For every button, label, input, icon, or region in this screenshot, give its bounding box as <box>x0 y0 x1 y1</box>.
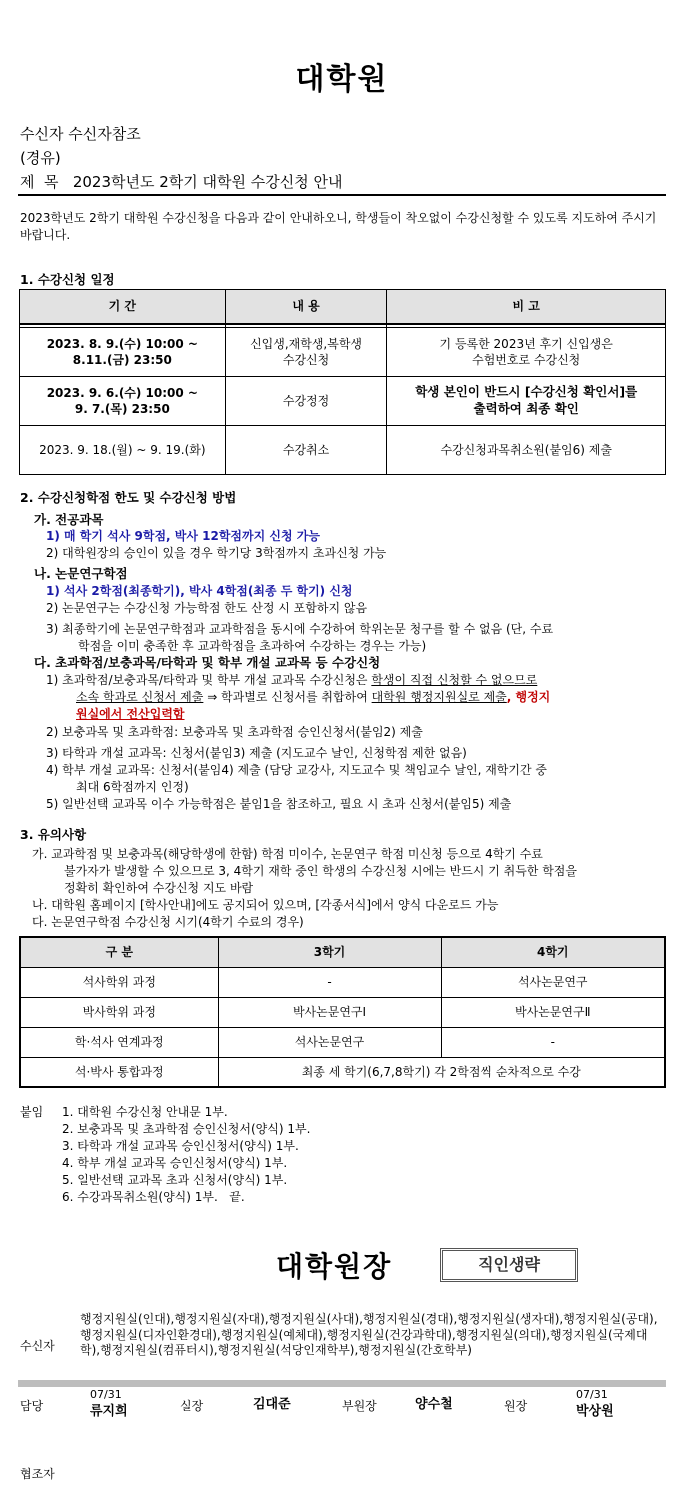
c1-text-c: 소속 학과로 신청서 제출 <box>76 690 204 704</box>
attachment-item: 4. 학부 개설 교과목 승인신청서(양식) 1부. <box>62 1156 288 1170</box>
section2-c5: 5) 일반선택 교과목 이수 가능학점은 붙임1을 참조하고, 필요 시 초과 신청서(붙임5) 제출 <box>46 797 512 811</box>
attachment-item: 1. 대학원 수강신청 안내문 1부. <box>62 1105 228 1119</box>
schedule-table <box>19 289 666 475</box>
table-cell: 석사논문연구 <box>218 1027 441 1057</box>
approval-vice-label: 부원장 <box>342 1399 377 1413</box>
table-cell: 석·박사 통합과정 <box>20 1057 218 1087</box>
content-line: 신입생,재학생,복학생 <box>250 336 363 351</box>
section2-c2: 2) 보충과목 및 초과학점: 보충과목 및 초과학점 승인신청서(붙임2) 제출 <box>46 725 423 739</box>
approval-chief-name: 김대준 <box>253 1397 291 1412</box>
approval-chief-label: 실장 <box>180 1399 204 1413</box>
section2-c1-line2 <box>76 689 656 705</box>
recipient-line: 수신자 수신자참조 <box>20 125 141 143</box>
section2-c1-line3 <box>76 706 376 722</box>
period-line: 9. 7.(목) 23:50 <box>74 402 170 416</box>
section2-c4-line1: 4) 학부 개설 교과목: 신청서(붙임4) 제출 (담당 교강사, 지도교수 및 책임교수 날인, 재학기간 중 <box>46 763 547 777</box>
approval-dean-date: 07/31 <box>576 1388 608 1401</box>
table-row <box>20 967 665 997</box>
section3-a-line2: 불가자가 발생할 수 있으므로 3, 4학기 재학 중인 학생의 수강신청 시에는 반드시 기 취득한 학점을 <box>64 864 577 878</box>
header-divider <box>18 194 666 196</box>
section3-title: 3. 유의사항 <box>20 827 87 842</box>
table-row <box>20 426 666 475</box>
org-title: 대학원 <box>295 62 389 97</box>
c1-text-e: 대학원 행정지원실로 제출 <box>371 690 507 704</box>
section2-c-title: 다. 초과학점/보충과목/타학과 및 학부 개설 교과목 등 수강신청 <box>34 655 381 670</box>
period-line: 2023. 8. 9.(수) 10:00 ~ <box>46 336 198 351</box>
content-line: 수강신청 <box>282 353 330 367</box>
approval-dean-name: 박상원 <box>576 1404 614 1419</box>
table-row <box>20 997 665 1027</box>
table-cell: 석사학위 과정 <box>20 967 218 997</box>
table-row <box>20 377 666 426</box>
attachment-item: 6. 수강과목취소원(양식) 1부. 끝. <box>62 1190 245 1204</box>
table-cell: - <box>218 967 441 997</box>
schedule-header-period: 기 간 <box>20 290 226 324</box>
section3-a-line1: 가. 교과학점 및 보충과목(해당학생에 한함) 학점 미이수, 논문연구 학점 미신청 등으로 4학기 수료 <box>32 847 543 861</box>
intro-paragraph: 2023학년도 2학기 대학원 수강신청을 다음과 같이 안내하오니, 학생들이 착오없이 수강신청할 수 있도록 지도하여 주시기 바랍니다. <box>20 211 657 243</box>
schedule-header-content: 내 용 <box>225 290 387 324</box>
note-line: 학생 본인이 반드시 [수강신청 확인서]를 <box>415 384 638 400</box>
approval-staff-name: 류지희 <box>90 1404 128 1419</box>
thesis-header-sem4: 4학기 <box>441 937 665 967</box>
schedule-header-note: 비 고 <box>387 290 666 324</box>
content-line: 수강취소 <box>282 442 330 457</box>
c1-text-d: ⇒ 학과별로 신청서를 취합하여 <box>203 690 372 704</box>
receivers-label: 수신자 <box>20 1339 55 1353</box>
c1-text-a: 1) 초과학점/보충과목/타학과 및 학부 개설 교과목 수강신청은 <box>46 673 372 687</box>
section2-c4-line2: 최대 6학점까지 인정) <box>76 780 189 794</box>
period-line: 2023. 9. 18.(월) ~ 9. 19.(화) <box>39 442 206 457</box>
thesis-header-sem3: 3학기 <box>218 937 441 967</box>
attachments-label: 붙임 <box>20 1105 44 1119</box>
table-cell: 박사논문연구Ⅱ <box>441 997 665 1027</box>
thesis-credit-table <box>19 936 666 1088</box>
c1-text-b: 학생이 직접 신청할 수 없으므로 <box>371 673 538 687</box>
table-row <box>20 1057 665 1087</box>
c1-text-f: , 행정지 <box>506 690 551 704</box>
cooperation-label: 협조자 <box>20 1467 55 1481</box>
section2-a-title: 가. 전공과목 <box>34 512 104 527</box>
note-line: 수강신청과목취소원(붙임6) 제출 <box>440 442 612 457</box>
note-line: 수험번호로 수강신청 <box>472 353 581 367</box>
via-line: (경유) <box>20 149 61 167</box>
section2-c1-line1 <box>46 672 658 688</box>
section2-a1: 1) 매 학기 석사 9학점, 박사 12학점까지 신청 가능 <box>46 529 320 543</box>
table-row <box>20 1027 665 1057</box>
approval-dean-label: 원장 <box>504 1399 528 1413</box>
section2-title: 2. 수강신청학점 한도 및 수강신청 방법 <box>20 490 237 505</box>
approval-staff-date: 07/31 <box>90 1388 122 1401</box>
section2-b2: 2) 논문연구는 수강신청 가능학점 한도 산정 시 포함하지 않음 <box>46 601 368 615</box>
section2-c3: 3) 타학과 개설 교과목: 신청서(붙임3) 제출 (지도교수 날인, 신청학점 제한 없음) <box>46 746 467 760</box>
seal-omitted-stamp: 직인생략 <box>440 1248 578 1282</box>
content-line: 수강정정 <box>282 393 330 408</box>
thesis-header-category: 구 분 <box>20 937 218 967</box>
section2-b3-line1: 3) 최종학기에 논문연구학점과 교과학점을 동시에 수강하여 학위논문 청구를 할 수 없음 (단, 수료 <box>46 622 554 636</box>
subject-line: 제 목 2023학년도 2학기 대학원 수강신청 안내 <box>20 173 343 191</box>
attachment-item: 2. 보충과목 및 초과학점 승인신청서(양식) 1부. <box>62 1122 311 1136</box>
section3-a-line3: 정확히 확인하여 수강신청 지도 바람 <box>64 881 254 895</box>
section2-b3-line2: 학점을 이미 충족한 후 교과학점을 초과하여 수강하는 경우는 가능) <box>78 639 427 653</box>
table-cell: - <box>441 1027 665 1057</box>
c1-text-g: 원실에서 전산입력함 <box>76 707 185 721</box>
divider-bar <box>18 1380 666 1387</box>
section2-a2: 2) 대학원장의 승인이 있을 경우 학기당 3학점까지 초과신청 가능 <box>46 546 387 560</box>
receivers-list: 행정지원실(인대),행정지원실(자대),행정지원실(사대),행정지원실(경대),행정지원실(생자대),행정지원실(공대),행정지원실(디자인환경대),행정지원실(예체대),행정지원실(건강과학대),행정지원실(의대),행정지원실(국제대학),행정지원실(컴퓨터시),행정지원실(석당인재학부),행정지원실(간호학부) <box>80 1312 658 1358</box>
period-line: 8.11.(금) 23:50 <box>72 353 172 367</box>
table-cell: 학·석사 연계과정 <box>20 1027 218 1057</box>
period-line: 2023. 9. 6.(수) 10:00 ~ <box>46 385 198 400</box>
note-line: 기 등록한 2023년 후기 신입생은 <box>439 336 613 351</box>
note-line: 출력하여 최종 확인 <box>473 401 579 416</box>
section3-c: 다. 논문연구학점 수강신청 시기(4학기 수료의 경우) <box>32 915 304 929</box>
table-row <box>20 328 666 377</box>
table-cell: 박사논문연구Ⅰ <box>218 997 441 1027</box>
dean-signature: 대학원장 <box>276 1250 393 1283</box>
attachment-item: 3. 타학과 개설 교과목 승인신청서(양식) 1부. <box>62 1139 299 1153</box>
attachment-item: 5. 일반선택 교과목 초과 신청서(양식) 1부. <box>62 1173 288 1187</box>
table-cell: 최종 세 학기(6,7,8학기) 각 2학점씩 순차적으로 수강 <box>218 1057 665 1087</box>
section3-b: 나. 대학원 홈페이지 [학사안내]에도 공지되어 있으며, [각종서식]에서 양식 다운로드 가능 <box>32 898 499 912</box>
approval-vice-name: 양수철 <box>415 1397 453 1412</box>
table-cell: 석사논문연구 <box>441 967 665 997</box>
section2-b-title: 나. 논문연구학점 <box>34 566 128 581</box>
section1-title: 1. 수강신청 일정 <box>20 272 115 287</box>
approval-staff-label: 담당 <box>20 1399 44 1413</box>
table-cell: 박사학위 과정 <box>20 997 218 1027</box>
section2-b1: 1) 석사 2학점(최종학기), 박사 4학점(최종 두 학기) 신청 <box>46 584 353 598</box>
